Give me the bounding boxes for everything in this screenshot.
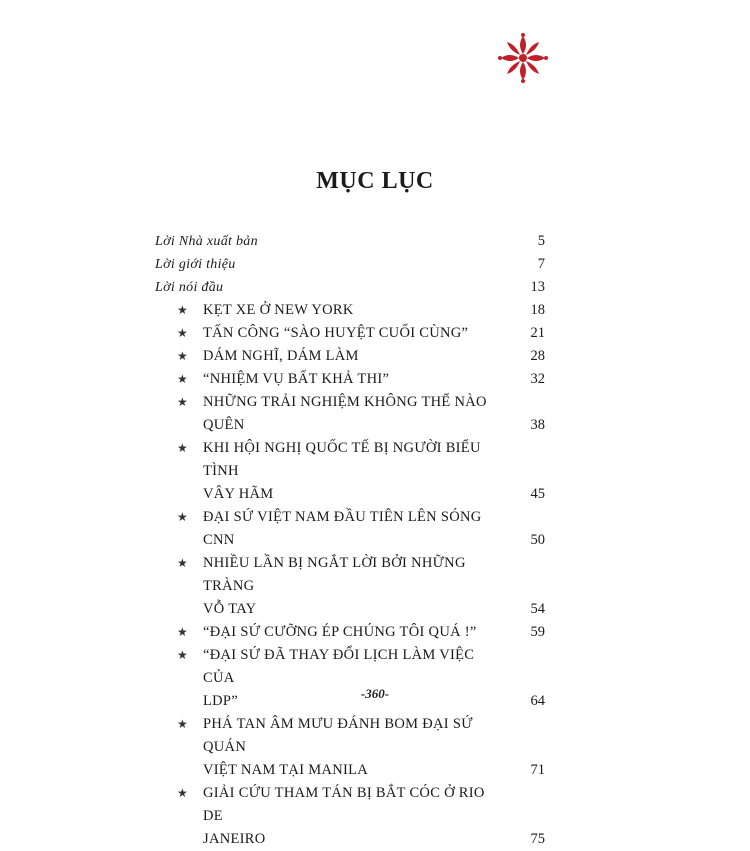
- toc-chapter-page: 75: [530, 831, 545, 847]
- toc-entry-publisher-note: [155, 230, 545, 253]
- toc-chapter-page: 18: [530, 302, 545, 318]
- toc-entry-label: Lời Nhà xuất bản: [155, 234, 258, 249]
- toc-chapter: [155, 437, 545, 506]
- toc-chapter-page: 71: [530, 762, 545, 778]
- toc-chapter-label: TẤN CÔNG “SÀO HUYỆT CUỐI CÙNG”: [203, 325, 469, 341]
- toc-chapter-label: NHỮNG TRẢI NGHIỆM KHÔNG THỂ NÀO QUÊN: [203, 394, 487, 433]
- toc-chapter: [155, 368, 545, 391]
- toc-chapter: [155, 713, 545, 782]
- toc-entry-page: 5: [537, 233, 545, 249]
- toc-chapter-page: 38: [530, 417, 545, 433]
- star-icon: ★: [177, 303, 188, 317]
- page-title: MỤC LỤC: [316, 168, 434, 194]
- star-icon: ★: [177, 717, 188, 731]
- star-icon: ★: [177, 556, 188, 570]
- toc-entry-label: Lời nói đầu: [155, 280, 224, 295]
- page-number: -360-: [360, 686, 390, 701]
- toc-chapter: [155, 782, 545, 851]
- toc-entry-introduction: [155, 253, 545, 276]
- toc-chapter: [155, 322, 545, 345]
- toc-chapter: [155, 644, 545, 713]
- toc-chapter-label: KẸT XE Ở NEW YORK: [203, 302, 354, 318]
- toc-entry-page: 13: [530, 279, 545, 295]
- toc-chapter: [155, 621, 545, 644]
- star-icon: ★: [177, 648, 188, 662]
- toc-chapter-label: NHIỀU LẦN BỊ NGẮT LỜI BỞI NHỮNG TRÀNG VỖ TAY: [203, 555, 466, 617]
- toc-entry-foreword: [155, 276, 545, 299]
- toc-chapter-label: KHI HỘI NGHỊ QUỐC TẾ BỊ NGƯỜI BIỂU TÌNH VÂY HÃM: [203, 440, 481, 502]
- toc-chapter-page: 21: [530, 325, 545, 341]
- toc-chapter-page: 45: [530, 486, 545, 502]
- toc-chapter-label: “NHIỆM VỤ BẤT KHẢ THI”: [203, 371, 390, 387]
- toc-entry-page: 7: [537, 256, 545, 272]
- toc-chapter-label: “ĐẠI SỨ CƯỠNG ÉP CHÚNG TÔI QUÁ !”: [203, 624, 477, 640]
- lotus-flower-icon: [497, 32, 549, 84]
- toc-chapter: [155, 552, 545, 621]
- star-icon: ★: [177, 441, 188, 455]
- toc-chapter: [155, 345, 545, 368]
- star-icon: ★: [177, 349, 188, 363]
- toc-chapter-page: 64: [530, 693, 545, 709]
- table-of-contents: [155, 230, 545, 851]
- star-icon: ★: [177, 625, 188, 639]
- toc-chapter-page: 28: [530, 348, 545, 364]
- star-icon: ★: [177, 372, 188, 386]
- toc-chapter-page: 32: [530, 371, 545, 387]
- toc-chapter: [155, 299, 545, 322]
- toc-chapter-page: 54: [530, 601, 545, 617]
- toc-chapter-label: GIẢI CỨU THAM TÁN BỊ BẮT CÓC Ở RIO DE JANEIRO: [203, 785, 485, 847]
- toc-chapter-page: 50: [530, 532, 545, 548]
- star-icon: ★: [177, 326, 188, 340]
- toc-chapter-label: ĐẠI SỨ VIỆT NAM ĐẦU TIÊN LÊN SÓNG CNN: [203, 509, 482, 548]
- toc-chapter: [155, 391, 545, 437]
- star-icon: ★: [177, 786, 188, 800]
- toc-chapter-label: PHÁ TAN ÂM MƯU ĐÁNH BOM ĐẠI SỨ QUÁN VIỆT NAM TẠI MANILA: [203, 716, 473, 778]
- toc-chapter-label: DÁM NGHĨ, DÁM LÀM: [203, 348, 359, 364]
- star-icon: ★: [177, 510, 188, 524]
- toc-chapter-label: “ĐẠI SỨ ĐÃ THAY ĐỔI LỊCH LÀM VIỆC CỦA LDP”: [203, 647, 475, 709]
- toc-entry-label: Lời giới thiệu: [155, 257, 236, 272]
- toc-chapter: [155, 506, 545, 552]
- toc-chapter-page: 59: [530, 624, 545, 640]
- star-icon: ★: [177, 395, 188, 409]
